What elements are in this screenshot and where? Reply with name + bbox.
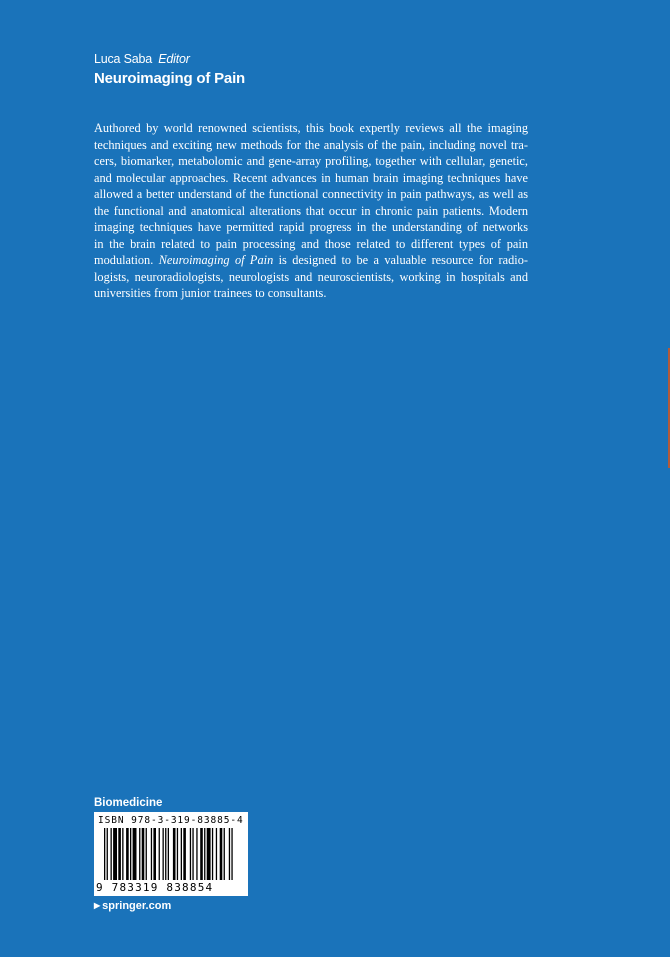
isbn-barcode — [94, 812, 248, 896]
blurb-line: techniques and exciting new methods for the analysis of the pain, including novel tra- — [94, 137, 528, 152]
barcode-bar — [153, 828, 156, 880]
barcode-bar — [122, 828, 123, 880]
barcode-bar — [111, 828, 112, 880]
barcode-bar — [229, 828, 230, 880]
author-line — [94, 52, 190, 66]
barcode-bar — [163, 828, 164, 880]
author-role: Editor — [158, 52, 190, 66]
barcode-bar — [159, 828, 160, 880]
barcode-bar — [126, 828, 129, 880]
barcode-bar — [220, 828, 223, 880]
barcode-bar — [231, 828, 232, 880]
barcode-bar — [151, 828, 152, 880]
isbn-label: ISBN 978-3-319-83885-4 — [98, 815, 244, 826]
blurb-book-title-italic: Neuroimaging of Pain — [158, 253, 274, 267]
website-text: springer.com — [102, 900, 172, 912]
blurb-line: universities from junior trainees to consultants. — [94, 286, 327, 300]
barcode-bar — [200, 828, 203, 880]
barcode-bars — [98, 828, 244, 880]
blurb-line: cers, biomarker, metabolomic and gene-array profiling, together with cellular, genetic, — [94, 154, 528, 168]
blurb-line: in the brain related to pain processing and those related to different types of pain — [94, 236, 528, 251]
barcode-bar — [177, 828, 178, 880]
blurb-text: modulation. — [94, 253, 159, 267]
barcode-bar — [165, 828, 166, 880]
barcode-bar — [190, 828, 191, 880]
barcode-bar — [146, 828, 147, 880]
barcode-bar — [130, 828, 131, 880]
barcode-bar — [207, 828, 211, 880]
blurb-line: and molecular approaches. Recent advances in human brain imaging techniques have — [94, 170, 528, 185]
ean-number: 9 783319 838854 — [96, 881, 214, 894]
barcode-bar — [118, 828, 121, 880]
barcode-bar — [196, 828, 197, 880]
barcode-bar — [133, 828, 137, 880]
blurb-line: allowed a better understand of the functional connectivity in pain pathways, as well as — [94, 187, 528, 201]
barcode-bar — [204, 828, 205, 880]
barcode-bar — [104, 828, 105, 880]
blurb-line: logists, neuroradiologists, neurologists and neuroscientists, working in hospitals and — [94, 269, 528, 284]
blurb-text: is designed to be a valuable resource for radio- — [273, 253, 528, 267]
arrow-right-icon: ▶ — [94, 901, 101, 910]
barcode-bar — [192, 828, 193, 880]
barcode-bar — [216, 828, 217, 880]
barcode-bar — [212, 828, 213, 880]
blurb-line: the functional and anatomical alterations that occur in chronic pain patients. Modern — [94, 203, 528, 218]
publisher-website[interactable] — [94, 900, 171, 912]
barcode-bar — [113, 828, 117, 880]
barcode-bar — [224, 828, 225, 880]
barcode-bar — [142, 828, 145, 880]
book-description — [94, 120, 528, 302]
author-name: Luca Saba — [94, 52, 152, 66]
blurb-line: imaging techniques have permitted rapid progress in the understanding of networks — [94, 220, 528, 234]
barcode-bar — [173, 828, 176, 880]
barcode-bar — [168, 828, 169, 880]
blurb-line-with-title — [94, 252, 528, 269]
barcode-bar — [107, 828, 108, 880]
subject-category: Biomedicine — [94, 797, 163, 809]
blurb-line: Authored by world renowned scientists, this book expertly reviews all the imaging — [94, 121, 528, 135]
barcode-bar — [139, 828, 140, 880]
book-title: Neuroimaging of Pain — [94, 70, 246, 87]
barcode-bar — [181, 828, 182, 880]
barcode-bar — [183, 828, 186, 880]
